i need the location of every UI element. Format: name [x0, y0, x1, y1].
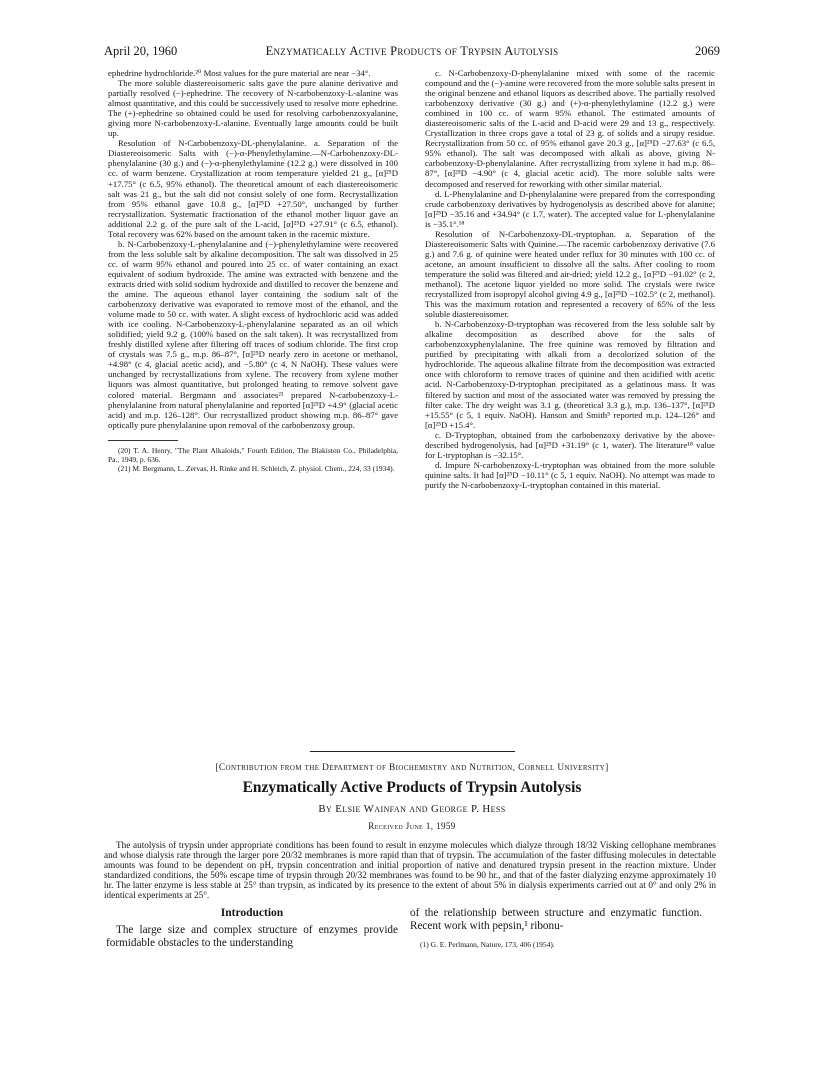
- paragraph: ephedrine hydrochloride.²⁰ Most values for the pure material are near −34°.: [108, 68, 371, 78]
- article-separator-rule: [310, 751, 515, 752]
- paragraph: Resolution of N-Carbobenzoxy-DL-tryptophan. a. Separation of the Diastereoisomeric Salts with Quinine.—The racemic carbobenzoxy derivative (7.6 g.) and 7.6 g. of quinine were heated under reflux for 30 minutes with 100 cc. of acetone, an amount insufficient to dissolve all the salts. After cooling to room temperature the solid was filtered and air-dried; yield 12.2 g., [α]²⁵D −91.02° (c 2, methanol). The acetone liquor yielded no more solid. The crystals were twice recrystallized from isopropyl alcohol giving 4.9 g., [α]²⁵D −102.5° (c 2, methanol). This was the maximum rotation and represented a recovery of 65% of the less soluble diastereoisomer.: [425, 228, 715, 320]
- intro-right-column: [410, 907, 702, 949]
- paragraph: The more soluble diastereoisomeric salts gave the pure alanine derivative and partially resolved (−)-ephedrine. The recovery of N-carbobenzoxy-L-alanine was almost quantitative, and this could be successively used to resolve more ephedrine. The (+)-ephedrine so obtained could be used for resolving carbobenzoxyalanine, giving more N-carbobenzoxy-L-alanine. Eventually large amounts could be built up.: [108, 78, 398, 139]
- footnote: (20) T. A. Henry, "The Plant Alkaloids," Fourth Edition, The Blakiston Co., Philadelphia, Pa., 1949, p. 636.: [108, 445, 398, 464]
- running-title: Enzymatically Active Products of Trypsin Autolysis: [265, 44, 559, 58]
- paragraph: b. N-Carbobenzoxy-L-phenylalanine and (−)-phenylethylamine were recovered from the less soluble salt by alkaline decomposition. The salt was dissolved in 25 cc. of warm 95% ethanol and poured into 25 cc. of water containing an exact equivalent of sodium hydroxide. The amine was extracted with benzene and the extracts dried with solid sodium hydroxide and distilled to recover the benzene and the amine. The aqueous ethanol layer containing the sodium salt of the carbobenzoxy derivative was evaporated to remove most of the ethanol, and the volume made to 50 cc. with water. A slight excess of hydrochloric acid was added with ice cooling. N-Carbobenzoxy-L-phenylalanine separated as an oil which solidified; yield 9.2 g. (100% based on the salt taken). It was recrystallized from freshly distilled xylene after filtering off traces of sodium chloride. The first crop of crystals was 7.5 g., m.p. 86–87°, [α]²⁵D nearly zero in acetone or methanol, +4.98° (c 4, glacial acetic acid), and −5.80° (c 4, N NaOH). These values were unchanged by recrystallizations from xylene. The recovery from xylene mother liquors was almost quantitative, but prolonged heating to remove solvent gave colored material. Bergmann and associates²¹ prepared N-carbobenzoxy-L-phenylalanine from natural phenylalanine and reported [α]²⁵D +4.9° (glacial acetic acid) and m.p. 126–128°. Our recrystallized product showing m.p. 86–87° gave optically pure phenylalanine upon removal of the carbobenzoxy group.: [108, 238, 398, 430]
- footnote: (1) G. E. Perlmann, Nature, 173, 406 (1954).: [420, 939, 555, 949]
- article-authors: By Elsie Wainfan and George P. Hess: [318, 803, 506, 815]
- received-date: Received June 1, 1959: [368, 821, 456, 831]
- paragraph: c. N-Carbobenzoxy-D-phenylalanine mixed with some of the racemic compound and the (−)-amine were recovered from the more soluble salts present in the original benzene and ethanol liquors as described above. The partially resolved carbobenzoxy derivative (30 g.) and (+)-α-phenylethylamine (12.2 g.) were combined in 100 cc. of warm 95% ethanol. The estimated amounts of diastereoisomeric salts of the L-acid and D-acid were 29 and 13 g., respectively. Crystallization in three crops gave a total of 23 g. of solids and a sirupy residue. Recrystallization from 50 cc. of 95% ethanol gave 20.3 g., [α]²⁵D −27.63° (c 6.5, 95% ethanol). The salt was decomposed with alkali as above, giving N-carbobenzoxy-D-phenylalanine. After recrystallizing from xylene it had m.p. 86–87°, [α]²⁵D −4.90° (c 4, glacial acetic acid). The more soluble salts were decomposed and reserved for reworking with other similar material.: [425, 68, 715, 189]
- intro-paragraph: The large size and complex structure of enzymes provide formidable obstacles to the understanding: [106, 924, 398, 950]
- issue-date: April 20, 1960: [104, 44, 178, 58]
- footnote: (21) M. Bergmann, L. Zervas, H. Rinke and H. Schleich, Z. physiol. Chem., 224, 33 (1934).: [118, 463, 395, 473]
- right-text-column: [425, 68, 715, 490]
- intro-paragraph-continued: of the relationship between structure and enzymatic function. Recent work with pepsin,¹ ribonu-: [410, 907, 702, 933]
- paragraph: b. N-Carbobenzoxy-D-tryptophan was recovered from the less soluble salt by alkaline decomposition as described above for the salts of carbobenzoxyphenylalanine. The free quinine was removed by filtration and purified by precipitating with alkali from a decolorized solution of the hydrochloride. The aqueous alkaline filtrate from the decomposition was extracted once with chloroform to remove traces of quinine and then acidified with acetic acid. N-Carbobenzoxy-D-tryptophan precipitated as a gelatinous mass. It was filtered by suction and most of the associated water was removed by pressing the filter cake. The dry weight was 3.1 g. (theoretical 3.3 g.), m.p. 136–137°, [α]²⁵D +15.55° (c 5, 1 equiv. NaOH). Hanson and Smith⁵ reported m.p. 124–126° and [α]²⁵D +15.4°.: [425, 319, 715, 430]
- left-text-column: [108, 68, 398, 473]
- contribution-line: [Contribution from the Department of Biochemistry and Nutrition, Cornell University]: [215, 763, 609, 773]
- article-title: Enzymatically Active Products of Trypsin Autolysis: [242, 779, 582, 796]
- intro-left-column: [106, 907, 398, 951]
- section-heading: Introduction: [220, 907, 284, 919]
- paragraph: d. Impure N-carbobenzoxy-L-tryptophan was obtained from the more soluble quinine salts. It had [α]²⁵D −10.11° (c 5, 1 equiv. NaOH). No attempt was made to purify the N-carbobenzoxy-L-tryptophan contained in this material.: [425, 459, 715, 490]
- paragraph: d. L-Phenylalanine and D-phenylalanine were prepared from the corresponding crude carbobenzoxy derivatives by hydrogenolysis as described above for alanine; [α]²⁵D −35.16 and +34.94° (c 1.7, water). The accepted value for L-phenylalanine is −35.1°.¹⁸: [425, 188, 715, 229]
- paragraph: c. D-Tryptophan, obtained from the carbobenzoxy derivative by the above-described hydrogenolysis, had [α]²⁵D +31.19° (c 1, water). The literature¹⁸ value for L-tryptophan is −32.15°.: [425, 429, 715, 460]
- paragraph: Resolution of N-Carbobenzoxy-DL-phenylalanine. a. Separation of the Diastereoisomeric Salts with (−)-α-Phenylethylamine.—N-Carbobenzoxy-DL-phenylalanine (30 g.) and (−)-α-phenylethylamine (12.2 g.) were dissolved in 100 cc. of warm benzene. Crystallization at room temperature yielded 21 g., [α]²⁵D +17.75° (c 6.5, 95% ethanol). The theoretical amount of each diastereoisomeric salt was 21 g., but the salt did not consist solely of one form. Recrystallization from 95% ethanol gave 10.8 g., [α]²⁵D +27.50°, unchanged by further recrystallization. Systematic fractionation of the ethanol mother liquor gave an additional 2.2 g. of the pure salt of the L-acid, [α]²⁵D +27.91° (c 6.5, ethanol). Total recovery was 62% based on the amount taken in the racemic mixture.: [108, 138, 398, 239]
- abstract: The autolysis of trypsin under appropriate conditions has been found to result in enzyme molecules which dialyze through 18/32 Visking cellophane membranes and whose dialysis rate through the larger pore 20/32 membranes is more rapid than that of trypsin. The accumulation of the faster diffusing molecules in detectable amounts was found to be dependent on pH, trypsin concentration and initial proportion of native and denatured trypsin present in the reaction mixture. Under standardized conditions, the 50% escape time of trypsin through 20/32 membranes was found to be 90 hr., and that of the faster dialyzing enzyme approximately 10 hr. The latter enzyme is less stable at 25° than trypsin, as indicated by its presence to the extent of about 5% in dialysis experiments carried out at 0° and only 2% in identical experiments at 25°.: [104, 840, 716, 901]
- running-header: [104, 44, 720, 58]
- footnote-rule: [108, 440, 178, 441]
- page-number: 2069: [695, 44, 720, 58]
